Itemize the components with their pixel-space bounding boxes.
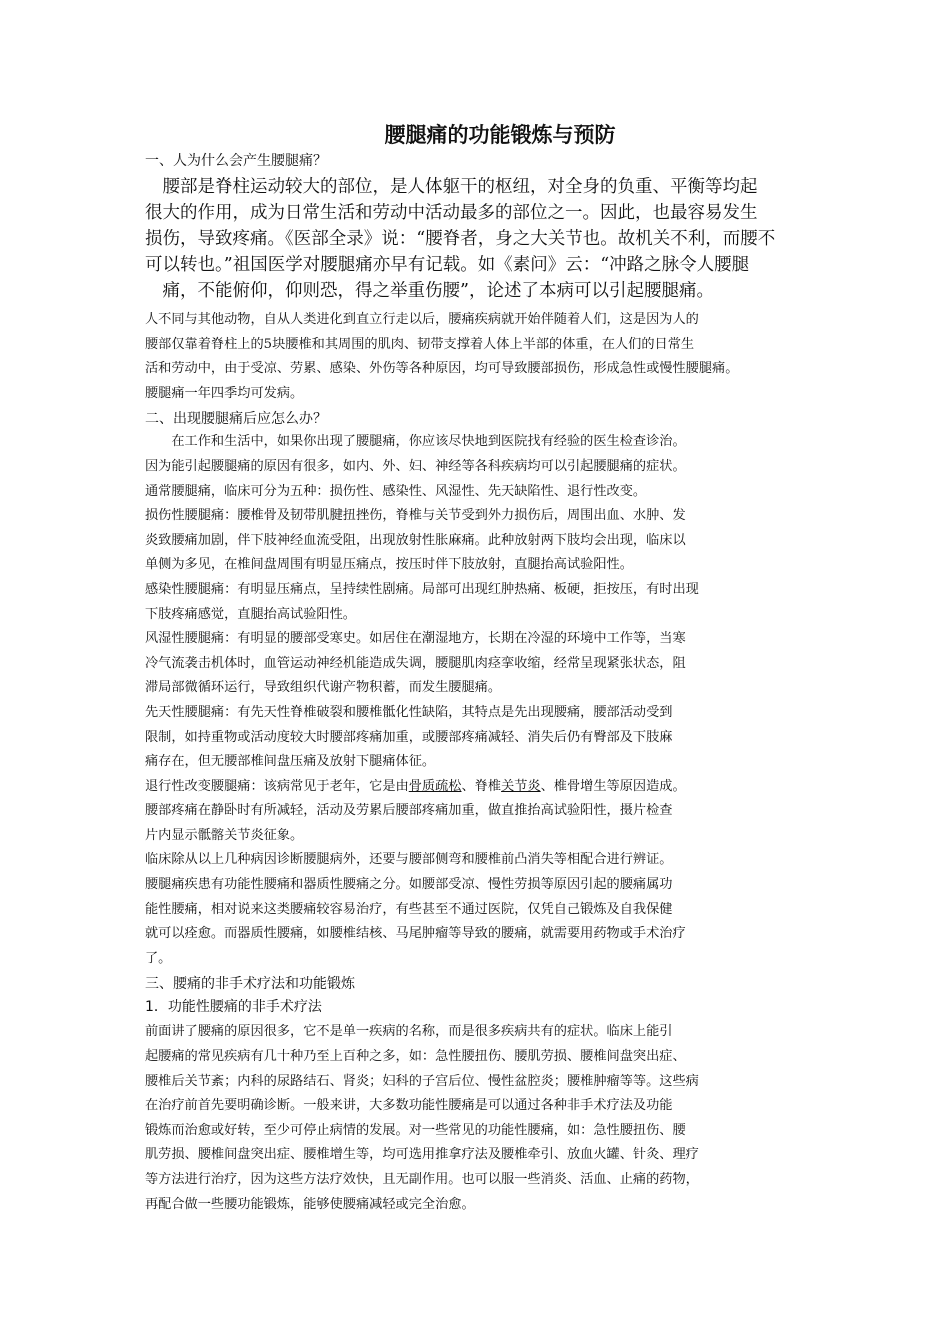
body-line: 腰椎后关节紊；内科的尿路结石、肾炎；妇科的子宫后位、慢性盆腔炎；腰椎肿瘤等等。这些病 <box>145 1073 699 1089</box>
intro-line: 腰部是脊柱运动较大的部位，是人体躯干的枢纽，对全身的负重、平衡等均起 <box>162 177 758 197</box>
section-1-body <box>145 308 825 406</box>
section-3-subheading: 1．功能性腰痛的非手术疗法 <box>145 999 322 1016</box>
body-line: 前面讲了腰痛的原因很多，它不是单一疾病的名称，而是很多疾病共有的症状。临床上能引 <box>145 1024 673 1040</box>
body-line: 感染性腰腿痛：有明显压痛点，呈持续性剧痛。局部可出现红肿热痛、板硬，拒按压，有时出现 <box>145 581 699 597</box>
document-title: 腰腿痛的功能锻炼与预防 <box>384 122 616 147</box>
body-line: 人不同与其他动物，自从人类进化到直立行走以后，腰痛疾病就开始伴随着人们，这是因为人的 <box>145 312 699 327</box>
body-line: 单侧为多见，在椎间盘周围有明显压痛点，按压时伴下肢放射，直腿抬高试验阳性。 <box>145 557 633 573</box>
body-line: 限制，如持重物或活动度较大时腰部疼痛加重，或腰部疼痛减轻、消失后仍有臀部及下肢麻 <box>145 729 673 745</box>
section-3-body <box>145 1020 825 1217</box>
section-1-intro-paragraph <box>145 174 825 304</box>
section-2-body <box>145 430 825 971</box>
body-line: 能性腰痛，相对说来这类腰痛较容易治疗，有些甚至不通过医院，仅凭自己锻炼及自我保健 <box>145 901 673 917</box>
body-line: 损伤性腰腿痛：腰椎骨及韧带肌腱扭挫伤，脊椎与关节受到外力损伤后，周围出血、水肿、发 <box>145 508 686 524</box>
degenerative-prefix: 退行性改变腰腿痛：该病常见于老年，它是由 <box>145 778 409 794</box>
body-line: 片内显示骶髂关节炎征象。 <box>145 827 304 843</box>
body-line: 腰腿痛疾患有功能性腰痛和器质性腰痛之分。如腰部受凉、慢性劳损等原因引起的腰痛属功 <box>145 877 673 893</box>
body-line: 再配合做一些腰功能锻炼，能够使腰痛减轻或完全治愈。 <box>145 1196 475 1212</box>
degenerative-mid: 、脊椎 <box>461 778 502 794</box>
section-1-heading: 一、人为什么会产生腰腿痛？ <box>145 153 327 169</box>
body-line: 活和劳动中，由于受凉、劳累、感染、外伤等各种原因，均可导致腰部损伤，形成急性或慢性腰腿痛。 <box>145 361 739 377</box>
body-line: 因为能引起腰腿痛的原因有很多，如内、外、妇、神经等各科疾病均可以引起腰腿痛的症状。 <box>145 458 686 474</box>
body-line: 下肢疼痛感觉，直腿抬高试验阳性。 <box>145 606 356 622</box>
body-line: 冷气流袭击机体时，血管运动神经机能造成失调，腰腿肌肉痉挛收缩，经常呈现紧张状态，阻 <box>145 655 686 671</box>
section-2-heading: 二、出现腰腿痛后应怎么办？ <box>145 411 327 428</box>
body-line: 就可以痊愈。而器质性腰痛，如腰椎结核、马尾肿瘤等导致的腰痛，就需要用药物或手术治疗 <box>145 926 686 942</box>
body-line: 起腰痛的常见疾病有几十种乃至上百种之多，如：急性腰扭伤、腰肌劳损、腰椎间盘突出症、 <box>145 1049 686 1065</box>
intro-line: 损伤，导致疼痛。《医部全录》说：“腰脊者，身之大关节也。故机关不利，而腰不 <box>145 229 776 249</box>
body-line: 风湿性腰腿痛：有明显的腰部受寒史。如居住在潮湿地方，长期在冷湿的环境中工作等，当寒 <box>145 631 686 647</box>
body-line: 腰腿痛一年四季均可发病。 <box>145 385 304 401</box>
section-3-heading: 三、腰痛的非手术疗法和功能锻炼 <box>145 976 355 993</box>
body-line: 锻炼而治愈或好转，至少可停止病情的发展。对一些常见的功能性腰痛，如：急性腰扭伤、腰 <box>145 1122 686 1138</box>
link-osteoporosis[interactable]: 骨质疏松 <box>408 778 462 794</box>
body-line: 先天性腰腿痛：有先天性脊椎破裂和腰椎骶化性缺陷，其特点是先出现腰痛，腰部活动受到 <box>145 704 673 720</box>
body-line: 腰部仅靠着脊柱上的5块腰椎和其周围的肌肉、韧带支撑着人体上半部的体重，在人们的日常生 <box>145 336 695 352</box>
intro-line: 很大的作用，成为日常生活和劳动中活动最多的部位之一。因此，也最容易发生 <box>145 203 758 223</box>
body-line: 腰部疼痛在静卧时有所减轻，活动及劳累后腰部疼痛加重，做直推抬高试验阳性，摄片检查 <box>145 803 673 819</box>
degenerative-line <box>145 775 825 800</box>
body-line: 痛存在，但无腰部椎间盘压痛及放射下腿痛体征。 <box>145 754 436 770</box>
body-line: 了。 <box>145 950 172 966</box>
link-arthritis[interactable]: 关节炎 <box>501 778 541 794</box>
body-line: 在治疗前首先要明确诊断。一般来讲，大多数功能性腰痛是可以通过各种非手术疗法及功能 <box>145 1098 673 1114</box>
body-line: 在工作和生活中，如果你出现了腰腿痛，你应该尽快地到医院找有经验的医生检查诊治。 <box>145 434 686 450</box>
intro-line: 可以转也。”祖国医学对腰腿痛亦早有记载。如《素问》云：“冲路之脉令人腰腿 <box>145 255 750 275</box>
degenerative-suffix: 、椎骨增生等原因造成。 <box>540 778 686 794</box>
body-line: 炎致腰痛加剧，伴下肢神经血流受阻，出现放射性胀麻痛。此种放射两下肢均会出现，临床以 <box>145 532 686 548</box>
body-line: 通常腰腿痛，临床可分为五种：损伤性、感染性、风湿性、先天缺陷性、退行性改变。 <box>145 483 647 499</box>
body-line: 等方法进行治疗，因为这些方法疗效快，且无副作用。也可以服一些消炎、活血、止痛的药物， <box>145 1172 699 1187</box>
body-line: 肌劳损、腰椎间盘突出症、腰椎增生等，均可选用推拿疗法及腰椎牵引、放血火罐、针灸、理疗 <box>145 1147 699 1163</box>
document-page <box>145 120 825 1217</box>
body-line: 滞局部微循环运行，导致组织代谢产物积蓄，而发生腰腿痛。 <box>145 680 502 696</box>
body-line: 临床除从以上几种病因诊断腰腿病外，还要与腰部侧弯和腰椎前凸消失等相配合进行辨证。 <box>145 852 673 868</box>
intro-line: 痛，不能俯仰，仰则恐，得之举重伤腰”，论述了本病可以引起腰腿痛。 <box>162 281 714 301</box>
